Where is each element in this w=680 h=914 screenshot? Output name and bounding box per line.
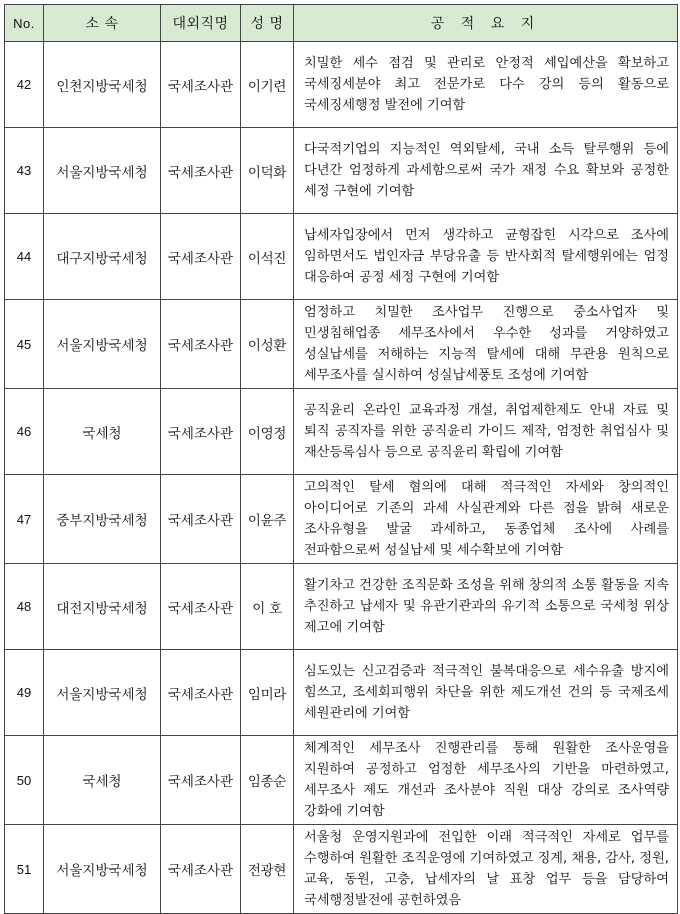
table-row — [5, 300, 678, 389]
table-row — [5, 650, 678, 736]
cell-organization: 인천지방국세청 — [44, 42, 161, 128]
cell-organization: 대구지방국세청 — [44, 214, 161, 300]
cell-summary: 체계적인 세무조사 진행관리를 통해 원활한 조사운영을 지원하여 공정하고 엄정한 세무조사의 기반을 마련하였고, 세무조사 제도 개선과 조사분야 직원 대상 강의로 조사역량 강화에 기여함 — [294, 736, 678, 825]
cell-summary: 엄정하고 치밀한 조사업무 진행으로 중소사업자 및 민생침해업종 세무조사에서 우수한 성과를 거양하였고 성실납세를 저해하는 지능적 탈세에 대해 무관용 원칙으로 세무조사를 실시하여 성실납세풍토 조성에 기여함 — [294, 300, 678, 389]
cell-no: 50 — [5, 736, 44, 825]
cell-summary: 심도있는 신고검증과 적극적인 불복대응으로 세수유출 방지에 힘쓰고, 조세회피행위 차단을 위한 제도개선 건의 등 국제조세 세원관리에 기여함 — [294, 650, 678, 736]
cell-summary: 고의적인 탈세 혐의에 대해 적극적인 자세와 창의적인 아이디어로 기존의 과세 사실관계와 다른 점을 밝혀 새로운 조사유형을 발굴 과세하고, 동종업체 조사에 사례를 전파함으로써 성실납세 및 세수확보에 기여함 — [294, 475, 678, 564]
cell-name: 전광현 — [241, 825, 294, 914]
table-row — [5, 736, 678, 825]
cell-organization: 서울지방국세청 — [44, 128, 161, 214]
cell-organization: 중부지방국세청 — [44, 475, 161, 564]
header-organization: 소 속 — [44, 5, 161, 42]
cell-name: 이성환 — [241, 300, 294, 389]
cell-title: 국세조사관 — [161, 214, 241, 300]
cell-organization: 대전지방국세청 — [44, 564, 161, 650]
cell-no: 46 — [5, 389, 44, 475]
cell-summary: 활기차고 건강한 조직문화 조성을 위해 창의적 소통 활동을 지속 추진하고 납세자 및 유관기관과의 유기적 소통으로 국세청 위상 제고에 기여함 — [294, 564, 678, 650]
cell-no: 51 — [5, 825, 44, 914]
cell-title: 국세조사관 — [161, 389, 241, 475]
cell-no: 45 — [5, 300, 44, 389]
cell-title: 국세조사관 — [161, 736, 241, 825]
cell-organization: 서울지방국세청 — [44, 300, 161, 389]
table-row — [5, 214, 678, 300]
cell-organization: 서울지방국세청 — [44, 825, 161, 914]
header-title: 대외직명 — [161, 5, 241, 42]
table-row — [5, 42, 678, 128]
table-row — [5, 389, 678, 475]
table-row — [5, 128, 678, 214]
award-table — [4, 4, 678, 914]
cell-title: 국세조사관 — [161, 825, 241, 914]
cell-name: 이 호 — [241, 564, 294, 650]
cell-name: 이기련 — [241, 42, 294, 128]
cell-title: 국세조사관 — [161, 128, 241, 214]
cell-no: 48 — [5, 564, 44, 650]
cell-no: 47 — [5, 475, 44, 564]
header-row — [5, 5, 678, 42]
table-header — [5, 5, 678, 42]
table-body — [5, 42, 678, 914]
cell-organization: 국세청 — [44, 736, 161, 825]
table-row — [5, 825, 678, 914]
cell-no: 43 — [5, 128, 44, 214]
cell-name: 임미라 — [241, 650, 294, 736]
cell-title: 국세조사관 — [161, 650, 241, 736]
header-summary: 공 적 요 지 — [294, 5, 678, 42]
cell-organization: 서울지방국세청 — [44, 650, 161, 736]
cell-organization: 국세청 — [44, 389, 161, 475]
cell-title: 국세조사관 — [161, 564, 241, 650]
cell-name: 이덕화 — [241, 128, 294, 214]
cell-name: 임종순 — [241, 736, 294, 825]
table-row — [5, 475, 678, 564]
cell-no: 42 — [5, 42, 44, 128]
cell-summary: 서울청 운영지원과에 전입한 이래 적극적인 자세로 업무를 수행하여 원활한 조직운영에 기여하였고 징계, 채용, 감사, 정원, 교육, 동원, 고충, 납세자의 날 표창 업무 등을 담당하여 국세행정발전에 공헌하였음 — [294, 825, 678, 914]
cell-title: 국세조사관 — [161, 42, 241, 128]
cell-name: 이윤주 — [241, 475, 294, 564]
cell-summary: 공직윤리 온라인 교육과정 개설, 취업제한제도 안내 자료 및 퇴직 공직자를 위한 공직윤리 가이드 제작, 엄정한 취업심사 및 재산등록심사 등으로 공직윤리 확립에 기여함 — [294, 389, 678, 475]
cell-name: 이석진 — [241, 214, 294, 300]
cell-name: 이영정 — [241, 389, 294, 475]
cell-summary: 다국적기업의 지능적인 역외탈세, 국내 소득 탈루행위 등에 다년간 엄정하게 과세함으로써 국가 재정 수요 확보와 공정한 세정 구현에 기여함 — [294, 128, 678, 214]
table-row — [5, 564, 678, 650]
cell-summary: 납세자입장에서 먼저 생각하고 균형잡힌 시각으로 조사에 임하면서도 법인자금 부당유출 등 반사회적 탈세행위에는 엄정 대응하여 공정 세정 구현에 기여함 — [294, 214, 678, 300]
cell-no: 49 — [5, 650, 44, 736]
cell-no: 44 — [5, 214, 44, 300]
header-no: No. — [5, 5, 44, 42]
header-name: 성 명 — [241, 5, 294, 42]
cell-title: 국세조사관 — [161, 300, 241, 389]
cell-title: 국세조사관 — [161, 475, 241, 564]
cell-summary: 치밀한 세수 점검 및 관리로 안정적 세입예산을 확보하고 국세징세분야 최고 전문가로 다수 강의 등의 활동으로 국세징세행정 발전에 기여함 — [294, 42, 678, 128]
